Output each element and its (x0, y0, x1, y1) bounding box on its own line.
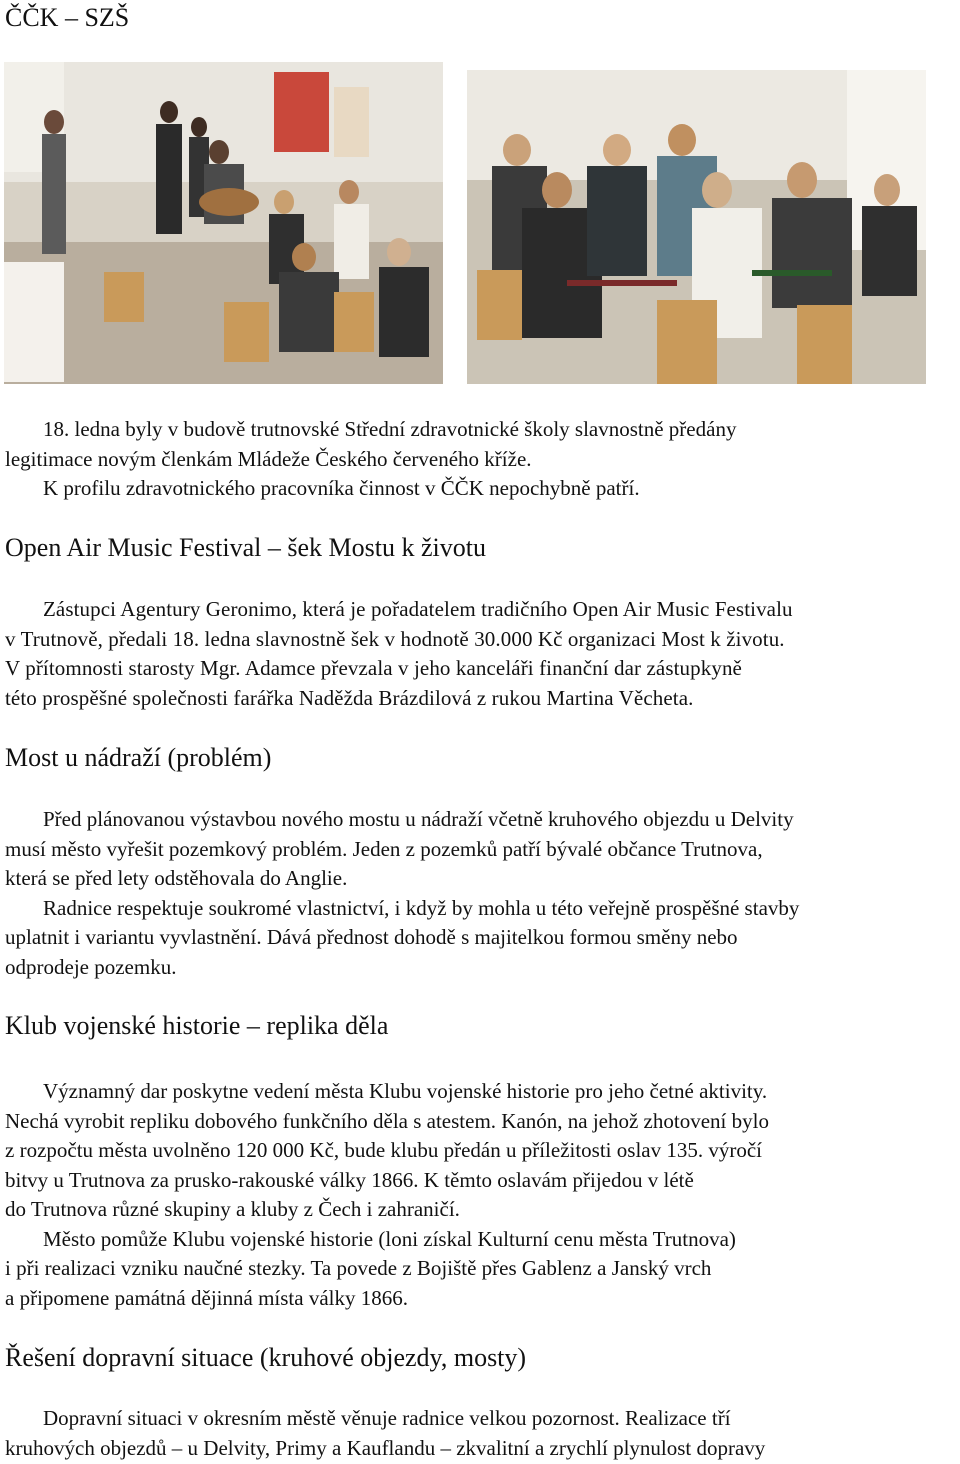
text-line: Významný dar poskytne vedení města Klubu vojenské historie pro jeho četné aktivity. (43, 1079, 768, 1103)
ceremony-photo-left (4, 62, 443, 384)
section-dopravni-body (5, 1404, 955, 1463)
text-line: Dopravní situaci v okresním městě věnuje radnice velkou pozornost. Realizace tří (43, 1406, 731, 1430)
text-line: Zástupci Agentury Geronimo, která je pořadatelem tradičního Open Air Music Festivalu (43, 597, 793, 621)
text-line: odprodeje pozemku. (5, 954, 177, 979)
text-line: V přítomnosti starosty Mgr. Adamce převzala v jeho kanceláři finanční dar zástupkyně (5, 656, 742, 680)
text-line: bitvy u Trutnova za prusko-rakouské války 1866. K těmto oslavám přijedou v létě (5, 1167, 694, 1192)
section-klub-body (5, 1077, 955, 1313)
text-line: z rozpočtu města uvolněno 120 000 Kč, bude klubu předán u příležitosti oslav 135. výročí (5, 1138, 762, 1162)
text-line: i při realizaci vzniku naučné stezky. Ta povede z Bojiště přes Gablenz a Janský vrch (5, 1256, 712, 1280)
text-line: Město pomůže Klubu vojenské historie (loni získal Kulturní cenu města Trutnova) (43, 1226, 736, 1251)
text-line: v Trutnově, předali 18. ledna slavnostně šek v hodnotě 30.000 Kč organizaci Most k životu. (5, 626, 785, 651)
text-line: a připomene památná dějinná místa války 1866. (5, 1285, 408, 1310)
section-heading-open-air: Open Air Music Festival – šek Mostu k životu (5, 533, 486, 562)
text-line: kruhových objezdů – u Delvity, Primy a Kauflandu – zkvalitní a zrychlí plynulost dopravy (5, 1435, 766, 1460)
text-line: Nechá vyrobit repliku dobového funkčního děla s atestem. Kanón, na jehož zhotovení bylo (5, 1108, 769, 1133)
section-heading-most-nadrazi: Most u nádraží (problém) (5, 743, 272, 772)
section-open-air-body (5, 595, 955, 713)
text-line: této prospěšné společnosti farářka Naděžda Brázdilová z rukou Martina Věcheta. (5, 685, 694, 710)
text-line: 18. ledna byly v budově trutnovské Střední zdravotnické školy slavnostně předány (43, 417, 737, 441)
text-line: uplatnit i variantu vyvlastnění. Dává přednost dohodě s majitelkou formou směny nebo (5, 925, 738, 949)
text-line: Radnice respektuje soukromé vlastnictví, i když by mohla u této veřejně prospěšné stavby (43, 895, 800, 920)
section-most-nadrazi-body (5, 805, 955, 982)
text-line: K profilu zdravotnického pracovníka činnost v ČČK nepochybně patří. (43, 476, 640, 500)
page-title: ČČK – SZŠ (5, 3, 130, 32)
section-heading-dopravni-situace: Řešení dopravní situace (kruhové objezdy, mosty) (5, 1343, 527, 1372)
text-line: musí město vyřešit pozemkový problém. Jeden z pozemků patří bývalé občance Trutnova, (5, 836, 763, 861)
text-line: která se před lety odstěhovala do Anglie. (5, 866, 348, 890)
text-line: Před plánovanou výstavbou nového mostu u nádraží včetně kruhového objezdu u Delvity (43, 807, 794, 831)
section-heading-klub-vojenske-historie: Klub vojenské historie – replika děla (5, 1011, 389, 1040)
text-line: do Trutnova různé skupiny a kluby z Čech i zahraničí. (5, 1197, 460, 1221)
text-line: legitimace novým členkám Mládeže Českého červeného kříže. (5, 446, 532, 471)
intro-paragraph (5, 415, 955, 504)
students-photo-right (467, 70, 926, 384)
